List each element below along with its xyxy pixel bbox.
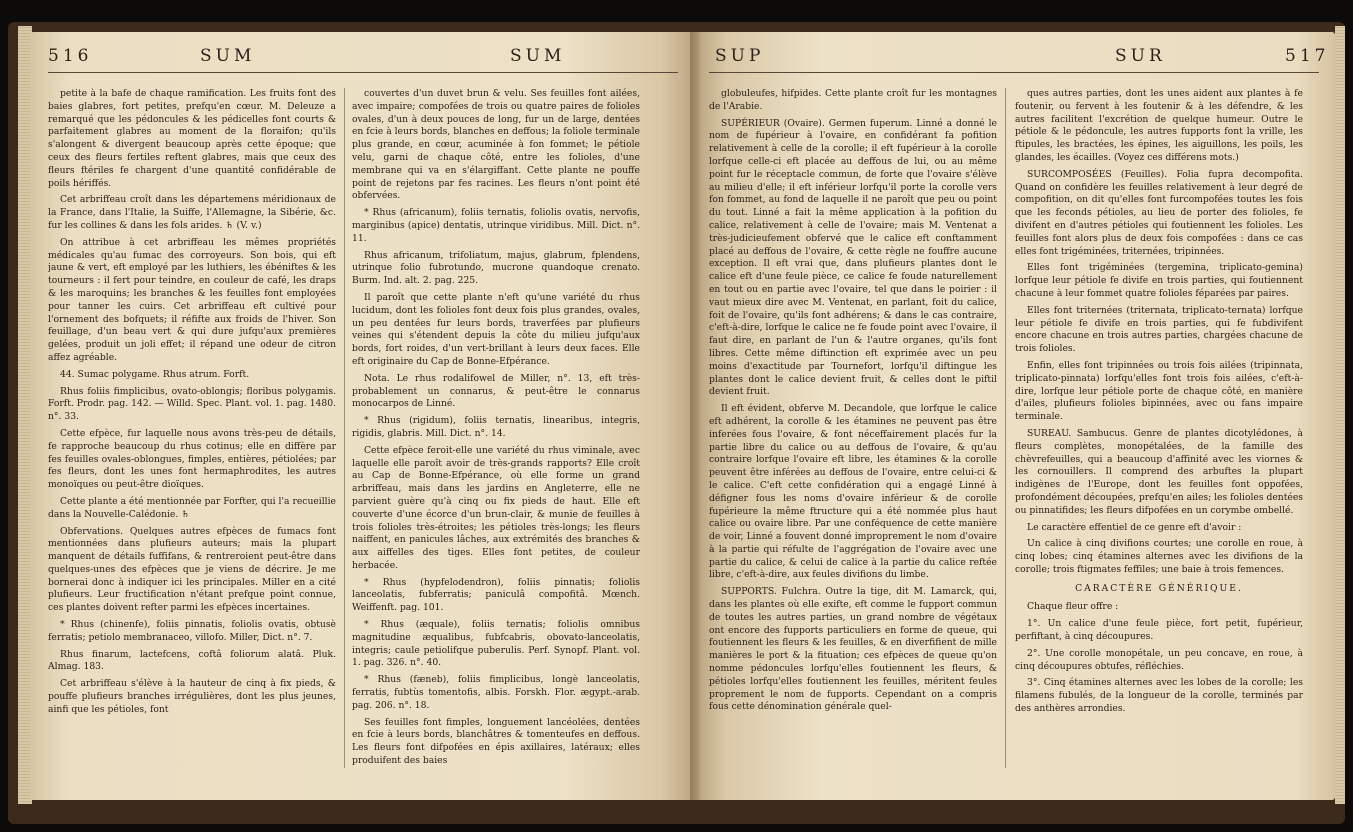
- paragraph: Rhus africanum, trifoliatum, majus, glabrum, fplendens, utrinque folio fubrotundo, mucrone quandoque crenato. Burm. Ind. alt. 2. pag. 225.: [352, 249, 640, 287]
- paragraph: globuleufes, hifpides. Cette plante croît fur les montagnes de l'Arabie.: [709, 88, 997, 112]
- left-page-number: 516: [48, 46, 93, 66]
- paragraph: Ses feuilles font fimples, longuement lancéolées, dentées en fcie à leurs bords, blanchâtres & tomenteufes en deffous. Les fleurs font difpofées en épis axillaires, latéraux; elles produifent des baies: [352, 716, 640, 767]
- paragraph: SURCOMPOSÉES (Feuilles). Folia fupra decompofita. Quand on confidère les feuilles relativement à leur degré de compofition, on dit qu'elles font furcompofées toutes les fois que les feconds pétioles, au lieu de porter des folioles, fe divifent en d'autres pétioles qui foutiennent les folioles. Les feuilles font alors plus de deux fois compofées : dans ce cas elles font trigéminées, triternées, tripinnées.: [1015, 168, 1303, 257]
- paragraph: * Rhus (fæneb), foliis fimplicibus, longè lanceolatis, ferratis, fubtùs tomentofis, albis. Forskh. Flor. ægypt.-arab. pag. 206. n°. 18.: [352, 674, 640, 711]
- paragraph: Cette efpèce feroit-elle une variété du rhus viminale, avec laquelle elle paroît avoir de très-grands rapports? Elle croît au Cap de Bonne-Efpérance, où elle forme un grand arbriffeau, mais dans les jardins en Angleterre, elle ne parvient guère qu'à cinq ou fix pieds de haut. Elle eft couverte d'une écorce d'un brun-clair, & munie de feuilles à trois folioles très-étroites; les pétioles très-longs; les fleurs naiffent, en panicules lâches, aux extrémités des branches & aux aiffelles des tiges. Elles font petites, de couleur herbacée.: [352, 444, 640, 571]
- page-edges-right: [1335, 26, 1345, 804]
- right-column-divider: [1005, 88, 1006, 768]
- paragraph: Cette efpèce, fur laquelle nous avons très-peu de détails, fe rapproche beaucoup du rhus cotinus; elle en diffère par fes feuilles ovales-oblongues, fimples, entières, pétiolées; par fes fleurs, dont les unes font hermaphrodites, les autres monoïques ou peut-être dioïques.: [48, 427, 336, 491]
- paragraph: ques autres parties, dont les unes aident aux plantes à fe foutenir, ou fervent à les foutenir & à les défendre, & les autres facilitent l'excrétion de quelque humeur. Outre le pétiole & le pédoncule, les autres fupports font la vrille, les ftipules, les bractées, les épines, les aiguillons, les poils, les glandes, les écailles. (Voyez ces différens mots.): [1015, 88, 1303, 163]
- paragraph: Cet arbriffeau croît dans les départemens méridionaux de la France, dans l'Italie, la Suiffe, l'Allemagne, la Sibérie, &c. fur les collines & dans les fols arides. ♄ (V. v.): [48, 194, 336, 231]
- right-column-1: [709, 88, 997, 793]
- paragraph: Le caractère effentiel de ce genre eft d'avoir :: [1027, 521, 1242, 533]
- paragraph: 3°. Cinq étamines alternes avec les lobes de la corolle; les filamens fubulés, de la longueur de la corolle, terminés par des anthères arrondies.: [1015, 677, 1303, 715]
- paragraph: * Rhus (hypfelodendron), foliis pinnatis; foliolis lanceolatis, fubferratis; paniculâ compofitâ. Mœnch. Weiffenft. pag. 101.: [352, 576, 640, 614]
- paragraph: * Rhus (africanum), foliis ternatis, foliolis ovatis, nervofis, marginibus (apice) dentatis, utrinque viridibus. Mill. Dict. n°. 11.: [352, 207, 640, 244]
- left-column-2: [352, 88, 640, 793]
- paragraph: 44. Sumac polygame. Rhus atrum. Forft.: [60, 368, 250, 380]
- paragraph: petite à la bafe de chaque ramification. Les fruits font des baies glabres, fort petites, prefqu'en cœur. M. Deleuze a remarqué que les pédoncules & les pédicelles font courts & parfaitement glabres au moment de la floraifon; qu'ils s'alongent & divergent beaucoup après cette époque; que ceux des fleurs fertiles reftent glabres, mais que ceux des fleurs ftériles fe chargent d'une quantité confidérable de poils hériffés.: [48, 88, 336, 189]
- paragraph: Il eft évident, obferve M. Decandole, que lorfque le calice eft adhérent, la corolle & les étamines ne peuvent pas être inferées fous l'ovaire, & font néceffairement placés fur la partie libre du calice ou au deffous de l'ovaire, & qu'au contraire lorfque l'ovaire eft libre, les étamines & la corolle peuvent être inférées au deffous de l'ovaire, entre celui-ci & le calice. C'eft cette confidération qui a engagé Linné à défigner fous les noms d'ovaire inférieur & de corolle fupérieure la même ftructure qui a été nommée plus haut calice ou ovaire libre. Par une conféquence de cette manière de voir, Linné a fouvent donné improprement le nom d'ovaire à la partie qui réfulte de l'aggrégation de l'ovaire avec une partie du calice, & celui de calice à la partie du calice reftée libre, c'eft-à-dire, aux feules divifions du limbe.: [709, 403, 997, 581]
- book-gutter: [690, 32, 702, 800]
- left-header-rule: [48, 72, 678, 73]
- paragraph: Nota. Le rhus rodalifowel de Miller, n°. 13, eft très-probablement un connarus, & peut-être le connarus monocarpos de Linné.: [352, 372, 640, 410]
- paragraph: SUPÉRIEUR (Ovaire). Germen fuperum. Linné a donné le nom de fupérieur à l'ovaire, en confidérant fa pofition relativement à celle de la corolle; il eft fupérieur à la corolle lorfque celle-ci eft placée au deffous de lui, ou au même point fur le réceptacle commun, de forte que l'ovaire s'élève au milieu d'elle; il eft inférieur lorfqu'il porte la corolle vers fon fommet, au fond de laquelle il ne paroît que peu ou point du tout. Linné a fait la même application à la pofition du calice, relativement à celle de l'ovaire; mais M. Ventenat a très-judicieufement obfervé que le calice eft conftamment placé au deffous de l'ovaire, & cette règle ne fouffre aucune exception. Il eft vrai que, dans plufieurs plantes dont le calice eft d'une feule pièce, ce calice fe foude naturellement en tout ou en partie avec l'ovaire, tel que dans le poirier : il vaut mieux dire avec M. Ventenat, en parlant, foit du calice, foit de l'ovaire, qu'ils font adhérens; & dans le cas contraire, c'eft-à-dire, lorfque le calice ne fe foude point avec l'ovaire, il faut dire, en parlant de l'un & l'autre organes, qu'ils font libres. Cette même diftinction eft exprimée avec un peu moins d'exactitude par Tournefort, lorfqu'il diftingue les plantes dont le calice devient fruit, & celles dont le piftil devient fruit.: [709, 117, 997, 398]
- right-page-number: 517: [1285, 46, 1330, 66]
- paragraph: Enfin, elles font tripinnées ou trois fois ailées (tripinnata, triplicato-pinnata) lorfqu'elles font trois fois ailées, c'eft-à-dire, lorfque leur pétiole porte de chaque côté, en manière d'ailes, plufieurs folioles bipinnées, avec ou fans impaire terminale.: [1015, 359, 1303, 423]
- paragraph: Elles font trigéminées (tergemina, triplicato-gemina) lorfque leur pétiole fe divife en trois parties, qui foutiennent chacune à leur fommet quatre folioles féparées par paires.: [1015, 262, 1303, 299]
- right-column-2: [1015, 88, 1303, 793]
- paragraph: 1°. Un calice d'une feule pièce, fort petit, fupérieur, perfiftant, à cinq découpures.: [1015, 618, 1303, 643]
- left-header-left: SUM: [200, 46, 256, 66]
- right-header-left: SUP: [715, 46, 765, 66]
- paragraph: SUPPORTS. Fulchra. Outre la tige, dit M. Lamarck, qui, dans les plantes où elle exifte, eft comme le fupport commun de toutes les autres parties, un grand nombre de végétaux ont encore des fupports particuliers en forme de queue, qui foutiennent les fleurs & les feuilles, & en diverfifient de mille manières le port & la fituation; ces efpèces de queue qu'on nomme pédoncules lorfqu'elles foutiennent les fleurs, & pétioles lorfqu'elles foutiennent les feuilles, méritent feules proprement le nom de fupports. Cependant on a compris fous cette dénomination générale quel-: [709, 586, 997, 713]
- paragraph: Rhus finarum, lactefcens, coftâ foliorum alatâ. Pluk. Almag. 183.: [48, 648, 336, 673]
- left-column-1: [48, 88, 336, 793]
- paragraph: Un calice à cinq divifions courtes; une corolle en roue, à cinq lobes; cinq étamines alternes avec les divifions de la corolle; trois ftigmates feffiles; une baie à trois femences.: [1015, 538, 1303, 575]
- paragraph: CARACTÈRE GÉNÉRIQUE.: [1075, 582, 1243, 594]
- paragraph: * Rhus (chinenfe), foliis pinnatis, foliolis ovatis, obtusè ferratis; petiolo membranaceo, villofo. Miller, Dict. n°. 7.: [48, 619, 336, 643]
- left-column-divider: [344, 88, 345, 768]
- paragraph: couvertes d'un duvet brun & velu. Ses feuilles font ailées, avec impaire; compofées de trois ou quatre paires de folioles ovales, d'un à deux pouces de long, fur un de large, dentées en fcie à leurs bords, blanches en deffous; la foliole terminale plus grande, en cœur, acuminée à fon fommet; le pétiole velu, garni de chaque côté, entre les folioles, d'une membrane qui va en s'élargiffant. Cette plante ne pouffe point de rejetons par fes racines. Les fleurs n'ont point été obfervées.: [352, 88, 640, 202]
- paragraph: Cette plante a été mentionnée par Forfter, qui l'a recueillie dans la Nouvelle-Calédonie. ♄: [48, 495, 336, 520]
- paragraph: * Rhus (æquale), foliis ternatis; foliolis omnibus magnitudine æqualibus, fubfcabris, obovato-lanceolatis, integris; caule petiolifque puberulis. Perf. Synopf. Plant. vol. 1. pag. 326. n°. 40.: [352, 619, 640, 669]
- left-header-right: SUM: [510, 46, 566, 66]
- right-header-rule: [709, 72, 1319, 73]
- paragraph: Cet arbriffeau s'élève à la hauteur de cinq à fix pieds, & pouffe plufieurs branches irrégulières, dont les plus jeunes, ainfi que les pétioles, font: [48, 678, 336, 715]
- paragraph: * Rhus (rigidum), foliis ternatis, linearibus, integris, rigidis, glabris. Mill. Dict. n°. 14.: [352, 415, 640, 439]
- paragraph: Il paroît que cette plante n'eft qu'une variété du rhus lucidum, dont les folioles font deux fois plus grandes, ovales, un peu dentées fur leurs bords, traverfées par plufieurs veines qui s'étendent depuis la côte du milieu jufqu'aux bords, fort roides, d'un vert-brillant à leurs deux faces. Elle eft originaire du Cap de Bonne-Efpérance.: [352, 291, 640, 367]
- right-page: [695, 32, 1335, 800]
- right-header-right: SUR: [1115, 46, 1166, 66]
- paragraph: SUREAU. Sambucus. Genre de plantes dicotylédones, à fleurs complètes, monopétalées, de la famille des chèvrefeuilles, qui a beaucoup d'affinité avec les viornes & les cornouillers. Il comprend des arbuftes la plupart indigènes de l'Europe, dont les feuilles font oppofées, profondément découpées, prefqu'en ailes; les folioles dentées ou pinnatifides; les fleurs difpofées en un corymbe ombellé.: [1015, 427, 1303, 516]
- paragraph: Obfervations. Quelques autres efpèces de fumacs font mentionnées dans plufieurs auteurs; mais la plupart manquent de détails fuffifans, & rentreroient peut-être dans quelques-unes des efpèces que je viens de décrire. Je me bornerai donc à indiquer ici les principales. Miller en a cité plufieurs. Leur fructification n'étant prefque point connue, ces plantes doivent refter parmi les efpèces incertaines.: [48, 525, 336, 614]
- paragraph: Rhus foliis fimplicibus, ovato-oblongis; floribus polygamis. Forft. Prodr. pag. 142. — Willd. Spec. Plant. vol. 1. pag. 1480. n°. 33.: [48, 385, 336, 423]
- paragraph: 2°. Une corolle monopétale, un peu concave, en roue, à cinq découpures obtufes, réfléchies.: [1015, 647, 1303, 672]
- paragraph: Elles font triternées (triternata, triplicato-ternata) lorfque leur pétiole fe divife en trois parties, qui fe fubdivifent encore chacune en trois autres parties, chargées chacune de trois folioles.: [1015, 304, 1303, 355]
- left-page: [30, 32, 695, 800]
- paragraph: On attribue à cet arbriffeau les mêmes propriétés médicales qu'au fumac des corroyeurs. Son bois, qui eft jaune & vert, eft employé par les luthiers, les ébéniftes & les tourneurs : il fert pour teindre, en couleur de café, les draps & les maroquins; les branches & les feuilles font employées pour tanner les cuirs. Cet arbriffeau eft cultivé pour l'ornement des bofquets; il réfifte aux froids de l'hiver. Son feuillage, d'un beau vert & qui dure jufqu'aux premières gelées, produit un joli effet; il répand une odeur de citron affez agréable.: [48, 236, 336, 363]
- paragraph: Chaque fleur offre :: [1027, 601, 1119, 613]
